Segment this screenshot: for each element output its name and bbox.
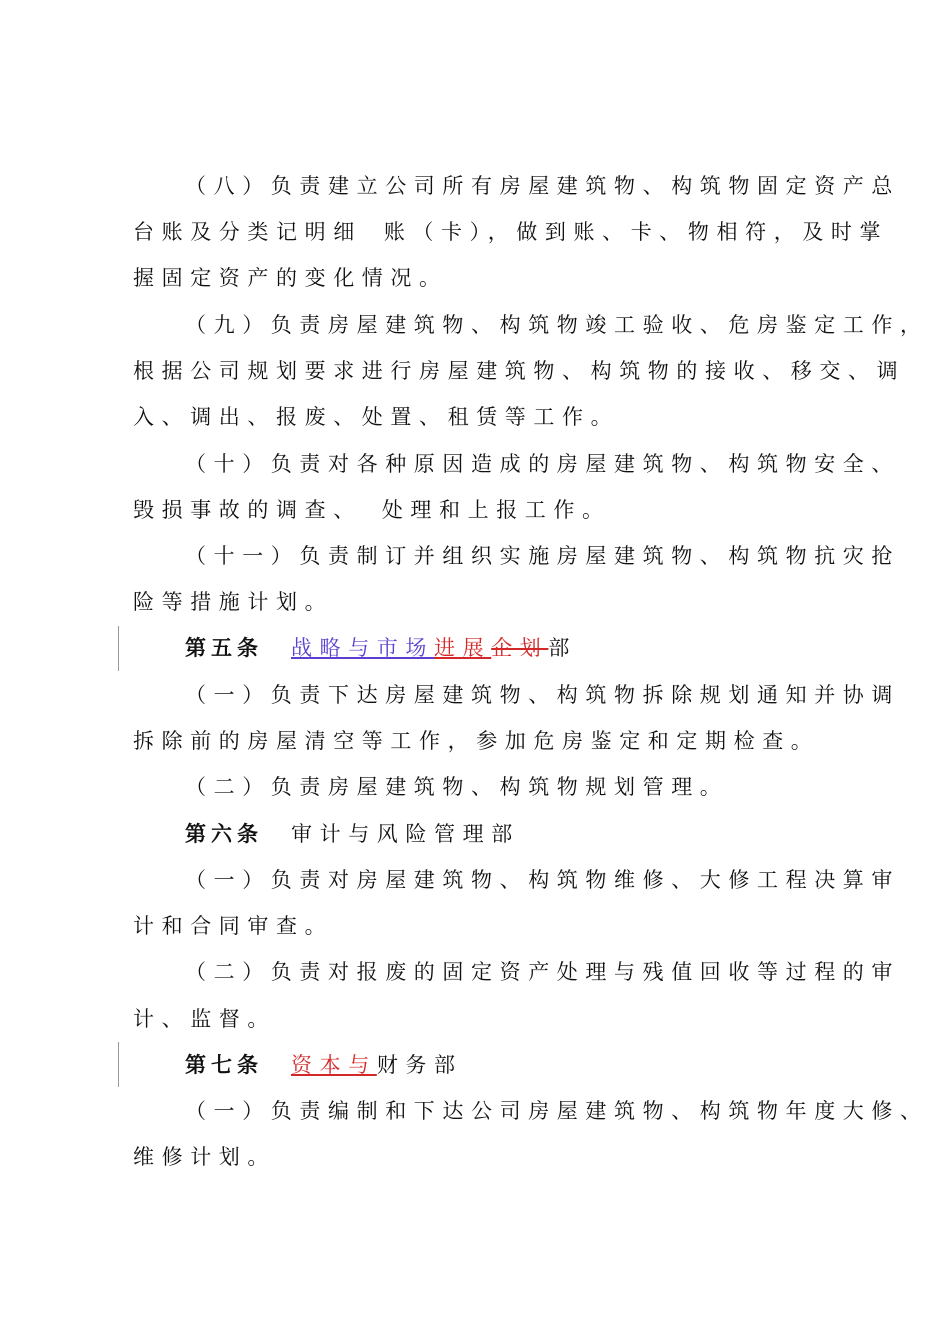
article-7-inserted-text: 资本与	[291, 1053, 377, 1077]
article-5-item-1-line-1: （一）负责下达房屋建筑物、构筑物拆除规划通知并协调	[185, 683, 900, 707]
paragraph-9-line-3: 入、调出、报废、处置、租赁等工作。	[133, 405, 620, 429]
article-7-suffix: 财务部	[376, 1053, 463, 1077]
paragraph-9-line-1: （九）负责房屋建筑物、构筑物竣工验收、危房鉴定工作，	[185, 313, 929, 337]
article-5-item-2-line-1: （二）负责房屋建筑物、构筑物规划管理。	[185, 775, 729, 799]
article-5-inserted-text: 战略与市场	[291, 636, 434, 660]
paragraph-10-line-2-part-a: 毁损事故的调查、	[133, 498, 362, 522]
paragraph-11-line-1: （十一）负责制订并组织实施房屋建筑物、构筑物抗灾抢	[185, 544, 900, 568]
article-7-heading	[185, 1045, 463, 1085]
paragraph-10-line-1: （十）负责对各种原因造成的房屋建筑物、构筑物安全、	[185, 452, 900, 476]
article-5-inserted-text-2: 进展	[434, 636, 492, 660]
article-6-item-2-line-1: （二）负责对报废的固定资产处理与残值回收等过程的审	[185, 960, 900, 984]
article-5-suffix: 部	[548, 636, 578, 660]
paragraph-8-line-1: （八）负责建立公司所有房屋建筑物、构筑物固定资产总	[185, 174, 900, 198]
paragraph-8-line-2	[133, 212, 888, 252]
article-7-item-1-line-1: （一）负责编制和下达公司房屋建筑物、构筑物年度大修、	[185, 1099, 929, 1123]
article-6-item-1-line-1: （一）负责对房屋建筑物、构筑物维修、大修工程决算审	[185, 868, 900, 892]
article-5-item-1-line-2: 拆除前的房屋清空等工作，参加危房鉴定和定期检查。	[133, 729, 820, 753]
article-6-title: 审计与风险管理部	[291, 822, 520, 846]
article-5-deleted-text: 企划	[491, 636, 549, 660]
paragraph-11-line-2: 险等措施计划。	[133, 590, 334, 614]
paragraph-8-line-2-part-b: 账（卡），做到账、卡、物相符，及时掌	[383, 220, 889, 244]
article-6-item-2-line-2: 计、监督。	[133, 1007, 276, 1031]
article-7-label: 第七条	[185, 1052, 263, 1077]
change-bar-article-7	[118, 1042, 119, 1087]
paragraph-9-line-2: 根据公司规划要求进行房屋建筑物、构筑物的接收、移交、调	[133, 359, 906, 383]
article-6-label: 第六条	[185, 821, 263, 846]
article-6-heading	[185, 814, 520, 854]
paragraph-8-line-2-part-a: 台账及分类记明细	[133, 220, 362, 244]
change-bar-article-5	[118, 626, 119, 671]
article-7-item-1-line-2: 维修计划。	[133, 1145, 276, 1169]
article-5-label: 第五条	[185, 635, 263, 660]
article-6-item-1-line-2: 计和合同审查。	[133, 914, 334, 938]
article-5-heading	[185, 628, 577, 668]
paragraph-10-line-2	[133, 490, 611, 530]
paragraph-8-line-3: 握固定资产的变化情况。	[133, 266, 448, 290]
paragraph-10-line-2-part-b: 处理和上报工作。	[381, 498, 611, 522]
